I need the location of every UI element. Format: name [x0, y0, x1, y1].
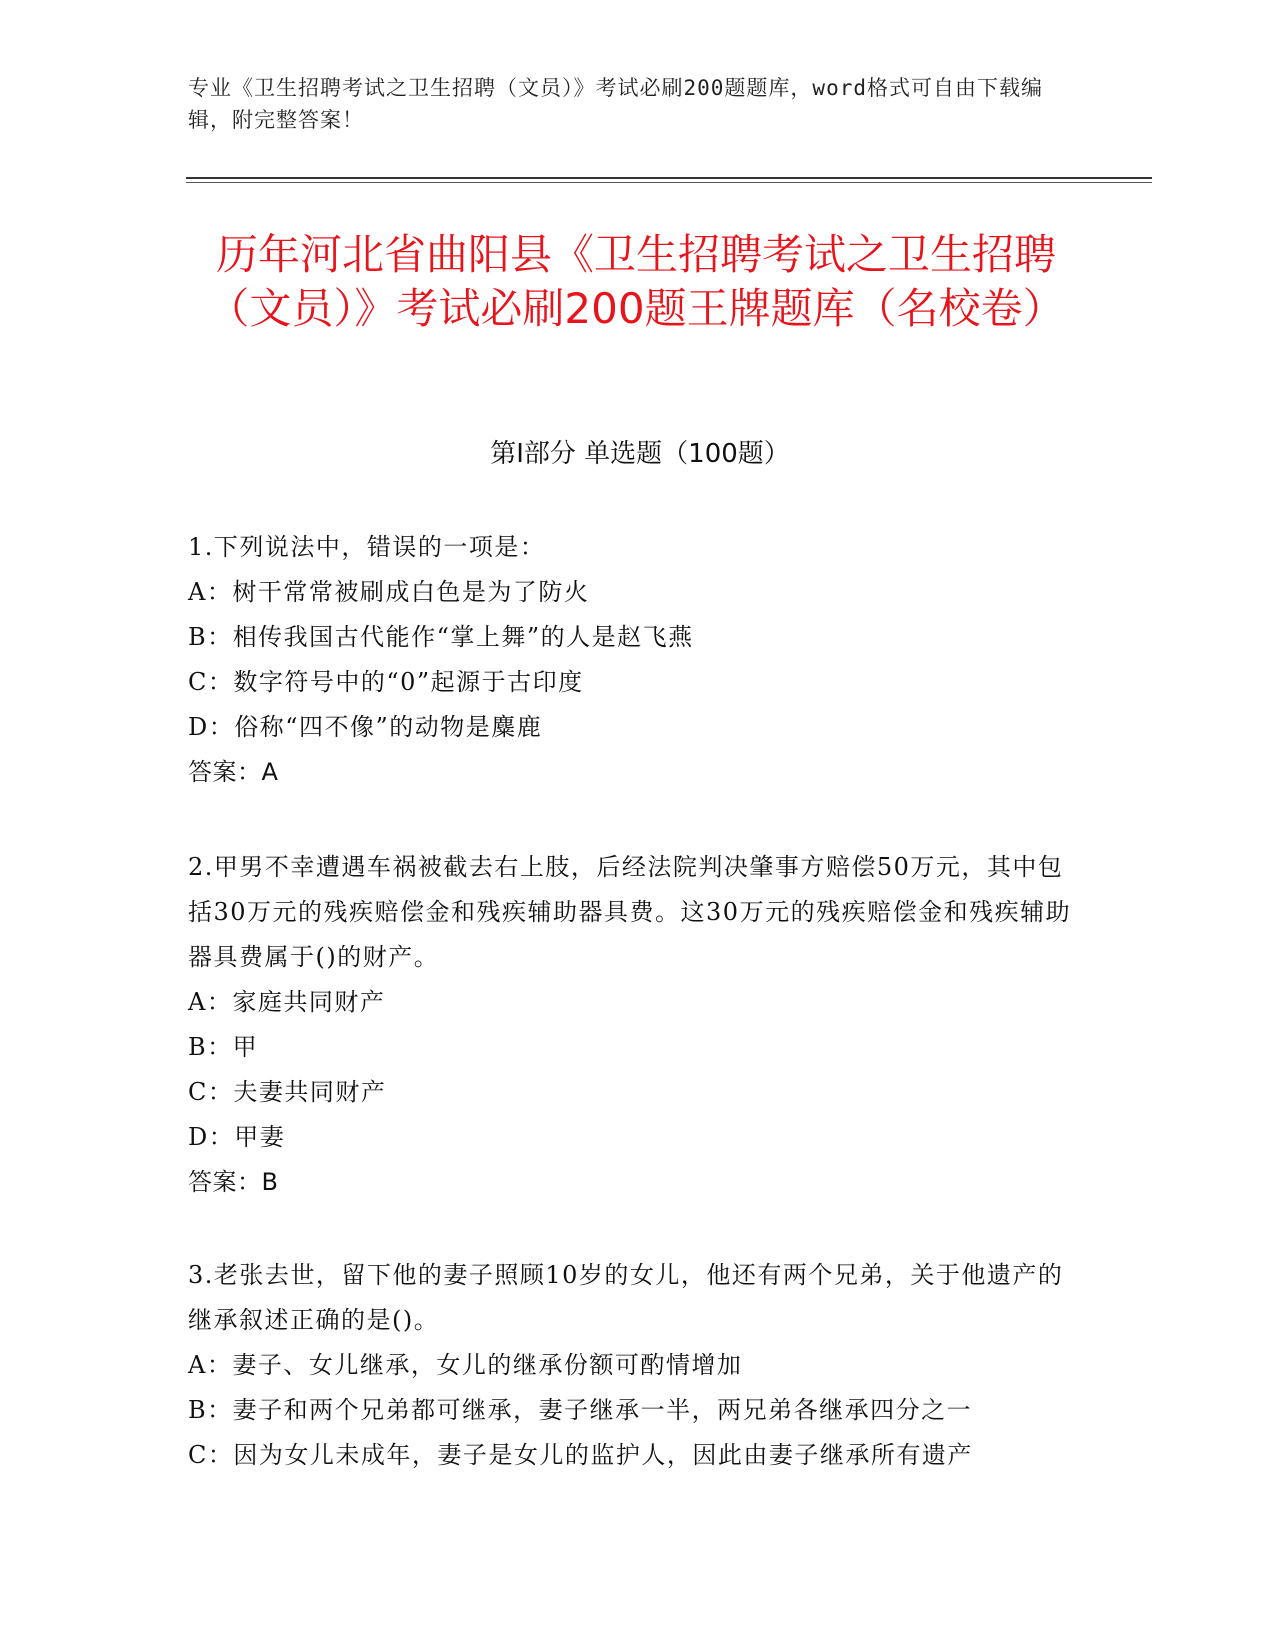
- question-stem: 2.甲男不幸遭遇车祸被截去右上肢，后经法院判决肇事方赔偿50万元，其中包括30万元的残疾赔偿金和残疾辅助器具费。这30万元的残疾赔偿金和残疾辅助器具费属于()的财产。: [188, 853, 1072, 971]
- question-block: [188, 845, 1078, 1205]
- answer-line: 答案：A: [188, 758, 279, 786]
- option-c: C：数字符号中的“0”起源于古印度: [188, 668, 584, 696]
- option-d: D：甲妻: [188, 1123, 286, 1151]
- option-c: C：因为女儿未成年，妻子是女儿的监护人，因此由妻子继承所有遗产: [188, 1441, 973, 1469]
- question-stem: 3.老张去世，留下他的妻子照顾10岁的女儿，他还有两个兄弟，关于他遗产的继承叙述正确的是()。: [188, 1261, 1064, 1334]
- question-block: [188, 1253, 1078, 1478]
- header-divider-thick: [186, 177, 1152, 179]
- question-block: [188, 525, 1078, 795]
- question-stem: 1.下列说法中，错误的一项是：: [188, 533, 546, 561]
- option-a: A：家庭共同财产: [188, 988, 386, 1016]
- option-a: A：妻子、女儿继承，女儿的继承份额可酌情增加: [188, 1351, 743, 1379]
- option-b: B：妻子和两个兄弟都可继承，妻子继承一半，两兄弟各继承四分之一: [188, 1396, 973, 1424]
- option-d: D：俗称“四不像”的动物是麋鹿: [188, 713, 543, 741]
- section-heading: 第Ⅰ部分 单选题（100题）: [490, 439, 790, 469]
- header-note: 专业《卫生招聘考试之卫生招聘（文员）》考试必刷200题题库，word格式可自由下载编辑，附完整答案！: [188, 76, 1043, 132]
- option-a: A：树干常常被刷成白色是为了防火: [188, 578, 590, 606]
- document-title: 历年河北省曲阳县《卫生招聘考试之卫生招聘（文员）》考试必刷200题王牌题库（名校卷）: [207, 230, 1065, 333]
- answer-line: 答案：B: [188, 1168, 279, 1196]
- option-c: C：夫妻共同财产: [188, 1078, 387, 1106]
- option-b: B：相传我国古代能作“掌上舞”的人是赵飞燕: [188, 623, 694, 651]
- header-divider-thin: [186, 182, 1152, 183]
- option-b: B：甲: [188, 1033, 259, 1061]
